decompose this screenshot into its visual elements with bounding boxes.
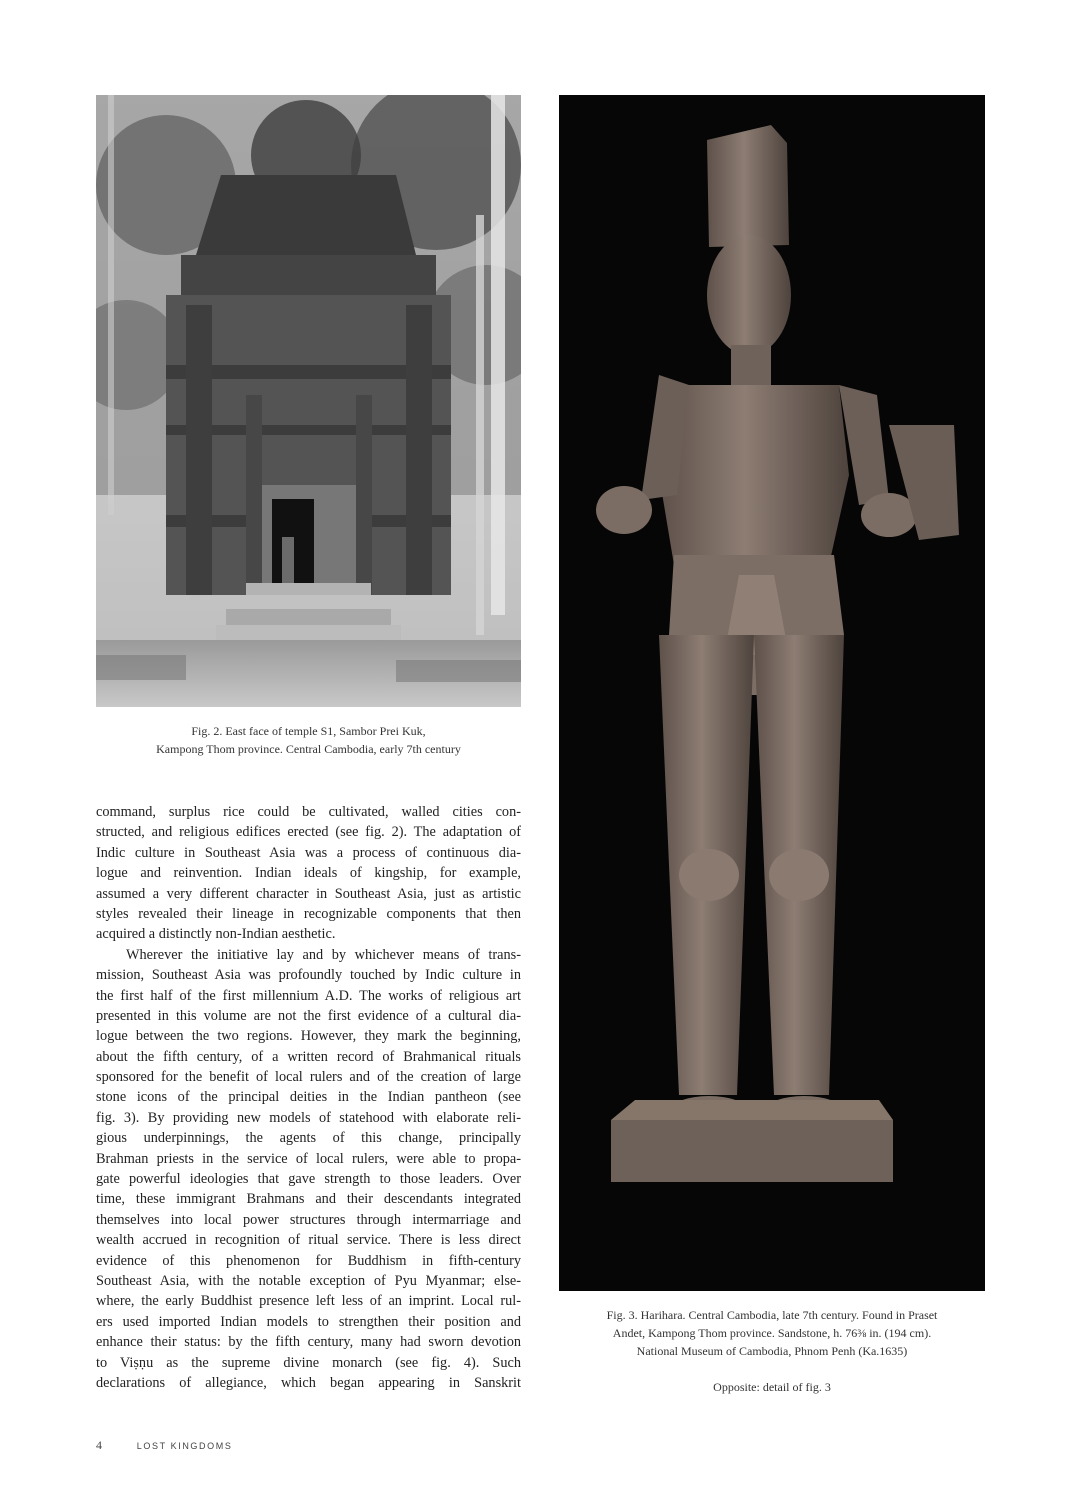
fig3-caption-line: Andet, Kampong Thom province. Sandstone, h. 76⅜ in. (194 cm). (612, 1326, 932, 1340)
body-text-line: declarations of allegiance, which began appearing in Sanskrit (96, 1374, 521, 1391)
fig2-caption (96, 722, 521, 758)
body-text-line: time, these immigrant Brahmans and their descendants integrated (96, 1191, 521, 1208)
fig3-caption-line: National Museum of Cambodia, Phnom Penh (Ka.1635) (636, 1344, 908, 1358)
body-text-line: command, surplus rice could be cultivated, walled cities con- (96, 804, 521, 820)
fig2-caption-line: Fig. 2. East face of temple S1, Sambor Prei Kuk, (191, 724, 426, 738)
body-text-line: ers used imported Indian models to strengthen their position and (96, 1313, 521, 1330)
body-text-line: logue and reinvention. Indian ideals of kingship, for example, (96, 865, 521, 882)
fig3-caption-line: Fig. 3. Harihara. Central Cambodia, late 7th century. Found in Praset (606, 1308, 938, 1322)
body-text-line: about the fifth century, of a written record of Brahmanical rituals (96, 1048, 521, 1065)
body-text-line: themselves into local power structures through intermarriage and (96, 1211, 521, 1228)
statue-photo-illustration (559, 95, 985, 1291)
body-text-line: Wherever the initiative lay and by whichever means of trans- (126, 946, 521, 963)
body-text-line: Southeast Asia, with the notable exception of Pyu Myanmar; else- (96, 1272, 521, 1289)
body-text-line: gate powerful ideologies that gave strength to those leaders. Over (96, 1171, 521, 1188)
body-text-line: acquired a distinctly non-Indian aesthetic. (96, 926, 336, 943)
body-text-line: mission, Southeast Asia was profoundly touched by Indic culture in (96, 967, 521, 984)
body-text-line: where, the early Buddhist presence left less of an imprint. Local rul- (96, 1293, 521, 1310)
fig2-caption-line: Kampong Thom province. Central Cambodia, early 7th century (156, 742, 461, 756)
fig2-temple-photo (96, 95, 521, 707)
running-head: LOST KINGDOMS (136, 1441, 233, 1451)
body-text-line: fig. 3). By providing new models of statehood with elaborate reli- (96, 1109, 521, 1126)
body-text-line: Brahman priests in the service of local rulers, were able to propa- (96, 1150, 521, 1167)
body-text-line: logue between the two regions. However, they mark the beginning, (96, 1028, 521, 1045)
body-text-line: Indic culture in Southeast Asia was a process of continuous dia- (96, 844, 521, 861)
body-text-line: assumed a very different character in Southeast Asia, just as artistic (96, 885, 521, 902)
fig3-opposite-note: Opposite: detail of fig. 3 (713, 1380, 831, 1394)
body-text-line: enhance their status: by the fifth century, many had sworn devotion (96, 1334, 521, 1351)
body-text-line: stone icons of the principal deities in the Indian pantheon (see (96, 1089, 521, 1106)
fig3-statue-photo (559, 95, 985, 1291)
page-number: 4 (96, 1438, 102, 1452)
body-text-line: presented in this volume are not the first evidence of a cultural dia- (96, 1007, 521, 1024)
fig3-caption (559, 1306, 985, 1396)
temple-photo-illustration (96, 95, 521, 707)
body-text (96, 802, 521, 1393)
body-text-line: structed, and religious edifices erected (see fig. 2). The adaptation of (96, 824, 521, 841)
body-text-line: wealth accrued in recognition of ritual service. There is less direct (96, 1232, 521, 1249)
body-text-line: sponsored for the benefit of local rulers and of the creation of large (96, 1069, 521, 1086)
body-text-line: styles revealed their lineage in recognizable components that then (96, 905, 521, 922)
body-text-line: gious underpinnings, the agents of this change, principally (96, 1130, 521, 1147)
body-text-line: the first half of the first millennium A.D. The works of religious art (96, 987, 521, 1004)
page-footer (96, 1438, 232, 1453)
body-text-line: evidence of this phenomenon for Buddhism in fifth-century (96, 1252, 521, 1269)
body-text-line: to Viṣṇu as the supreme divine monarch (see fig. 4). Such (96, 1354, 521, 1371)
